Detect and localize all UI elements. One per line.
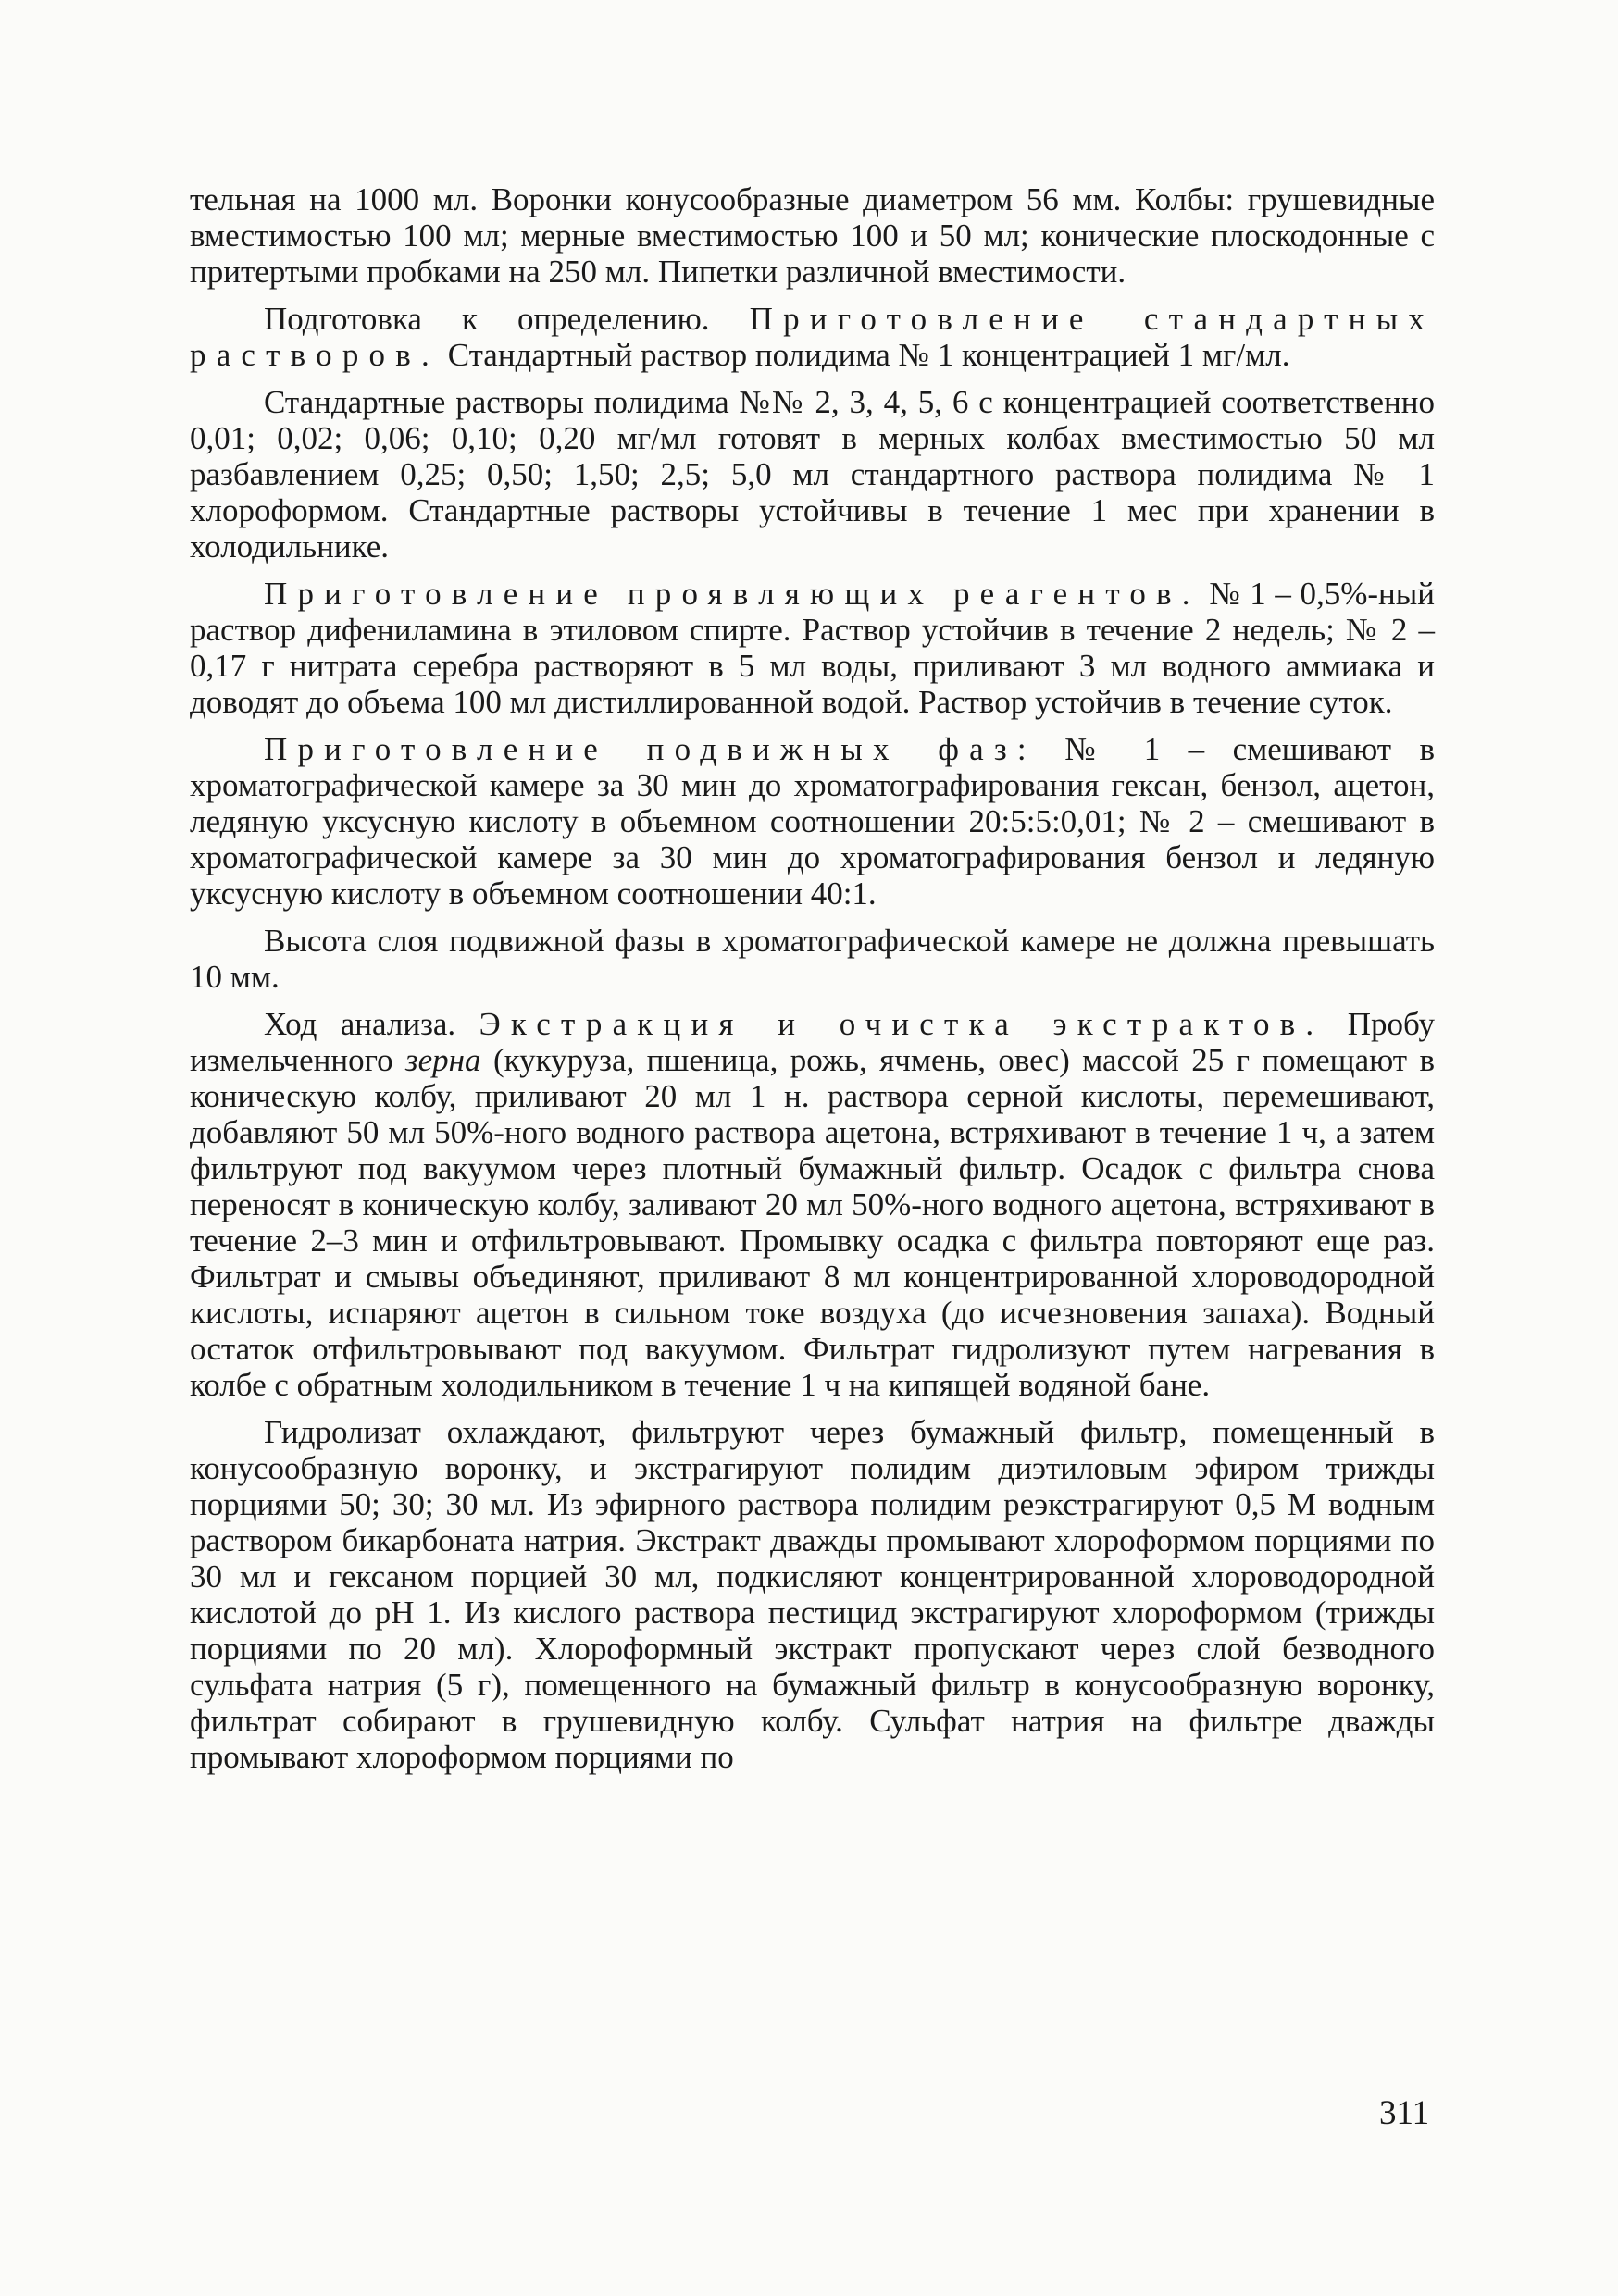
paragraph-text: Пробу измельченного bbox=[190, 1006, 1435, 1078]
paragraph-analysis bbox=[190, 1006, 1435, 1403]
subsection-heading: Приготовление подвижных фаз: bbox=[264, 731, 1037, 767]
subsection-heading: Приготовление стандартных растворов. bbox=[190, 301, 1435, 373]
paragraph-text: Гидролизат охлаждают, фильтруют через бумажный фильтр, помещенный в конусообразную воронку, и экстрагируют полидим диэтиловым эфиром трижды порциями 50; 30; 30 мл. Из эфирного раствора полидим реэкстрагируют 0,5 М водным раствором бикарбоната натрия. Экстракт дважды промывают хлороформом порциями по 30 мл и гексаном порцией 30 мл, подкисляют концентрированной хлороводородной кислотой до pH 1. Из кислого раствора пестицид экстрагируют хлороформом (трижды порциями по 20 мл). Хлороформный экстракт пропускают через слой безводного сульфата натрия (5 г), помещенного на бумажный фильтр в конусообразную воронку, фильтрат собирают в грушевидную колбу. Сульфат натрия на фильтре дважды промывают хлороформом порциями по bbox=[190, 1414, 1435, 1775]
paragraph-text: (кукуруза, пшеница, рожь, ячмень, овес) массой 25 г помещают в коническую колбу, приливают 20 мл 1 н. раствора серной кислоты, перемешивают, добавляют 50 мл 50%-ного водного раствора ацетона, встряхивают в течение 1 ч, а затем фильтруют под вакуумом через плотный бумажный фильтр. Осадок с фильтра снова переносят в коническую колбу, заливают 20 мл 50%-ного водного ацетона, встряхивают в течение 2–3 мин и отфильтровывают. Промывку осадка с фильтра повторяют еще раз. Фильтрат и смывы объединяют, приливают 8 мл концентрированной хлороводородной кислоты, испаряют ацетон в сильном токе воздуха (до исчезновения запаха). Водный остаток отфильтровывают под вакуумом. Фильтрат гидролизуют путем нагревания в колбе с обратным холодильником в течение 1 ч на кипящей водяной бане. bbox=[190, 1042, 1436, 1403]
paragraph-text: Высота слоя подвижной фазы в хроматографической камере не должна превышать 10 мм. bbox=[190, 923, 1435, 995]
paragraph-layer-height bbox=[190, 923, 1435, 995]
paragraph-text: № 1 – смешивают в хроматографической камере за 30 мин до хроматографирования гексан, бензол, ацетон, ледяную уксусную кислоту в объемном соотношении 20:5:5:0,01; № 2 – смешивают в хроматографической камере за 30 мин до хроматографирования бензол и ледяную уксусную кислоту в объемном соотношении 40:1. bbox=[190, 731, 1435, 912]
paragraph-hydrolysate bbox=[190, 1414, 1435, 1775]
section-heading: Ход анализа. bbox=[264, 1006, 456, 1042]
paragraph-text: тельная на 1000 мл. Воронки конусообразные диаметром 56 мм. Колбы: грушевидные вместимостью 100 мл; мерные вместимостью 100 и 50 мл; конические плоскодонные с притертыми пробками на 250 мл. Пипетки различной вместимости. bbox=[190, 181, 1435, 290]
italic-term: зерна bbox=[404, 1042, 481, 1078]
paragraph-text: Стандартные растворы полидима №№ 2, 3, 4, 5, 6 с концентрацией соответственно 0,01; 0,02; 0,06; 0,10; 0,20 мг/мл готовят в мерных колбах вместимостью 50 мл разбавлением 0,25; 0,50; 1,50; 2,5; 5,0 мл стандартного раствора полидима № 1 хлороформом. Стандартные растворы устойчивы в течение 1 мес при хранении в холодильнике. bbox=[190, 384, 1435, 565]
paragraph-mobile-phases bbox=[190, 731, 1435, 912]
section-heading: Подготовка к определению. bbox=[264, 301, 710, 337]
paragraph-reagents bbox=[190, 576, 1435, 720]
paragraph-standard-solutions bbox=[190, 384, 1435, 565]
paragraph-text: № 1 – 0,5%-ный раствор дифениламина в этиловом спирте. Раствор устойчив в течение 2 недель; № 2 – 0,17 г нитрата серебра растворяют в 5 мл воды, приливают 3 мл водного аммиака и доводят до объема 100 мл дистиллированной водой. Раствор устойчив в течение суток. bbox=[190, 576, 1436, 720]
paragraph-equipment bbox=[190, 181, 1435, 290]
page-number: 311 bbox=[1379, 2094, 1430, 2132]
subsection-heading: Экстракция и очистка экстрактов. bbox=[479, 1006, 1325, 1042]
paragraph-text: Стандартный раствор полидима № 1 концентрацией 1 мг/мл. bbox=[447, 337, 1290, 373]
paragraph-preparation bbox=[190, 301, 1435, 373]
subsection-heading: Приготовление проявляющих реагентов. bbox=[264, 576, 1201, 612]
page-body bbox=[190, 181, 1435, 1786]
